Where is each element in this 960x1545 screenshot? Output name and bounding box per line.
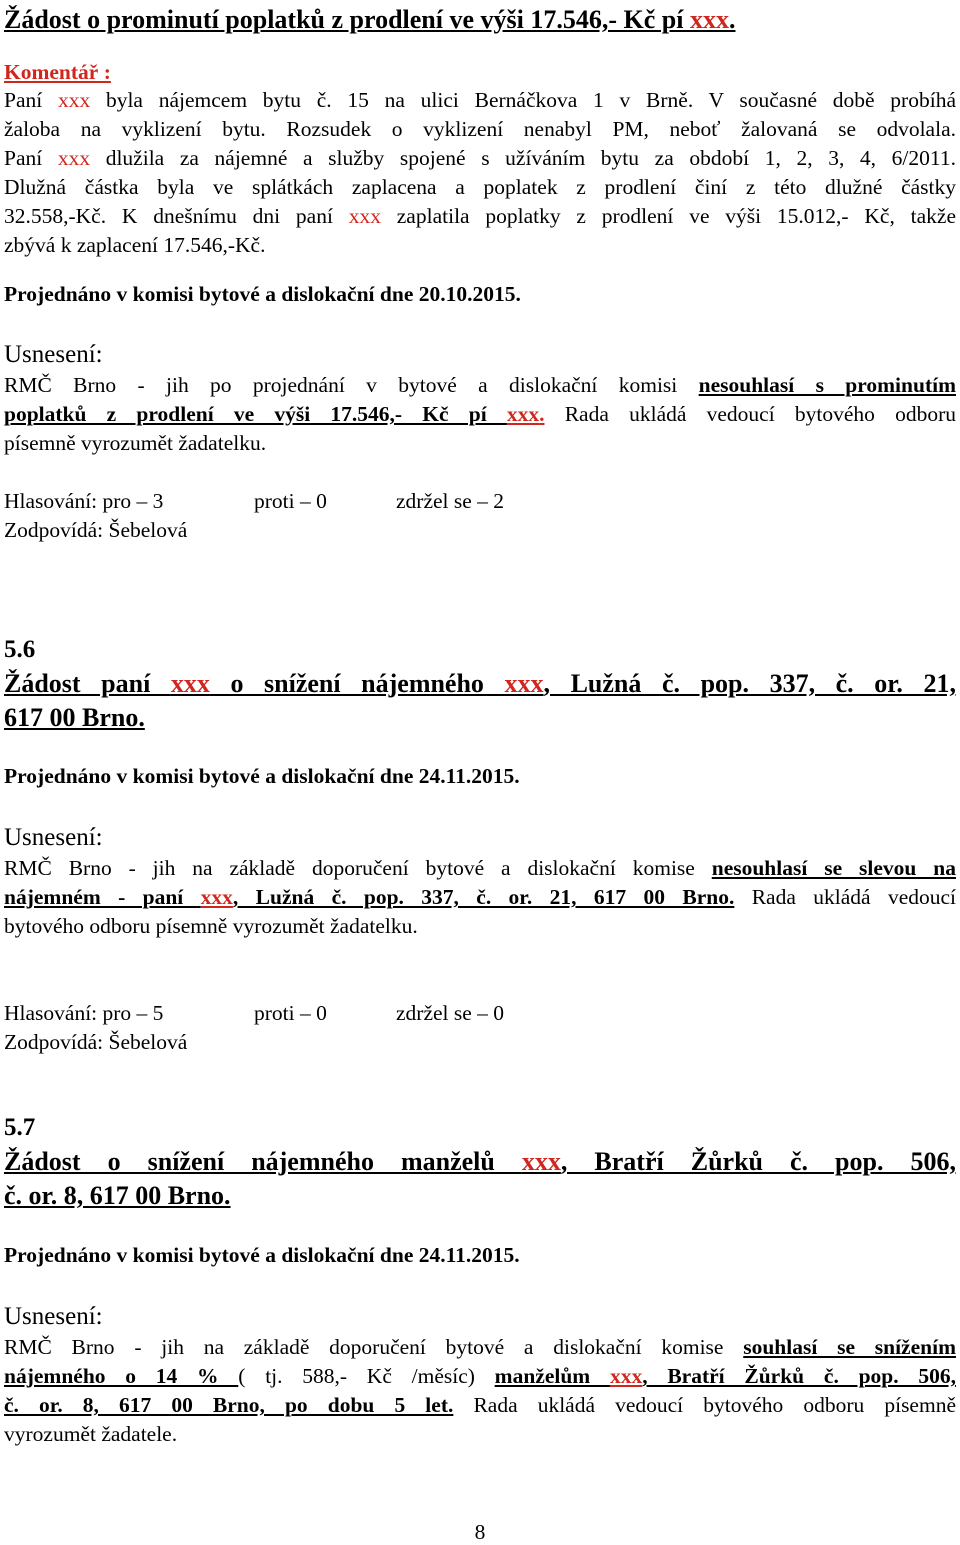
resolution-line-3: bytového odboru písemně vyrozumět žadatelku. [4,914,418,938]
discussed-note: Projednáno v komisi bytové a dislokační dne 24.11.2015. [4,764,520,788]
discussed-note: Projednáno v komisi bytové a dislokační dne 24.11.2015. [4,1243,520,1267]
redacted-name: xxx [521,1147,561,1176]
redacted-name: xxx [57,88,91,112]
discussed-note: Projednáno v komisi bytové a dislokační dne 20.10.2015. [4,282,521,306]
section-title-line-2: 617 00 Brno. [4,703,145,732]
request-title [4,4,956,36]
resolution-label: Usnesení: [4,824,103,851]
comment-line-3: Paní xxx dlužila za nájemné a služby spojené s užíváním bytu za období 1, 2, 3, 4, 6/2011. [4,146,956,170]
resolution-line-2: poplatků z prodlení ve výši 17.546,- Kč pí xxx. Rada ukládá vedoucí bytového odboru [4,402,956,426]
request-title-end: . [728,5,736,34]
redacted-name: xxx [609,1364,643,1388]
redacted-name: xxx [200,885,233,909]
resolution-line-3: č. or. 8, 617 00 Brno, po dobu 5 let. Rada ukládá vedoucí bytového odboru písemně [4,1393,956,1417]
resolution-label: Usnesení: [4,1303,103,1330]
responsible-person: Zodpovídá: Šebelová [4,1030,188,1054]
resolution-line-1: RMČ Brno - jih na základě doporučení bytové a dislokační komise nesouhlasí se slevou na [4,856,956,880]
redacted-name: xxx [170,669,210,698]
redacted-name: xxx [506,402,540,426]
redacted-name: xxx [504,669,544,698]
section-title-line-1: Žádost paní xxx o snížení nájemného xxx, Lužná č. pop. 337, č. or. 21, [4,669,956,698]
page-number: 8 [474,1520,486,1544]
request-title-text: Žádost o prominutí poplatků z prodlení ve výši 17.546,- Kč pí [4,5,690,34]
redacted-name: xxx [348,204,381,228]
resolution-line-1: RMČ Brno - jih po projednání v bytové a dislokační komisi nesouhlasí s prominutím [4,373,956,397]
vote-against: proti – 0 [254,1001,327,1025]
resolution-line-1: RMČ Brno - jih na základě doporučení bytové a dislokační komise souhlasí se snížením [4,1335,956,1359]
vote-abstain: zdržel se – 2 [396,489,505,513]
vote-abstain: zdržel se – 0 [396,1001,505,1025]
vote-against: proti – 0 [254,489,327,513]
resolution-line-4: vyrozumět žadatele. [4,1422,178,1446]
comment-line-1: Paní xxx byla nájemcem bytu č. 15 na ulici Bernáčkova 1 v Brně. V současné době probíhá [4,88,956,112]
section-number: 5.7 [4,1114,36,1141]
resolution-line-2: nájemném - paní xxx, Lužná č. pop. 337, č. or. 21, 617 00 Brno. Rada ukládá vedoucí [4,885,957,909]
comment-line-6: zbývá k zaplacení 17.546,-Kč. [4,233,266,257]
resolution-line-2: nájemného o 14 % ( tj. 588,- Kč /měsíc) manželům xxx, Bratří Žůrků č. pop. 506, [4,1364,956,1388]
vote-result [4,999,956,1028]
section-number: 5.6 [4,636,36,663]
comment-line-2: žaloba na vyklizení bytu. Rozsudek o vyklizení nenabyl PM, neboť žalovaná se odvolala. [4,117,956,141]
vote-for: Hlasování: pro – 5 [4,1001,164,1025]
responsible-person: Zodpovídá: Šebelová [4,518,188,542]
section-title-line-1: Žádost o snížení nájemného manželů xxx, Bratří Žůrků č. pop. 506, [4,1147,956,1176]
comment-line-4: Dlužná částka byla ve splátkách zaplacena a poplatek z prodlení činí z této dlužné částky [4,175,956,199]
vote-result [4,487,956,516]
redacted-name: xxx [689,5,729,34]
vote-for: Hlasování: pro – 3 [4,489,164,513]
section-title-line-2: č. or. 8, 617 00 Brno. [4,1181,231,1210]
resolution-line-3: písemně vyrozumět žadatelku. [4,431,267,455]
resolution-label: Usnesení: [4,341,103,368]
comment-line-5: 32.558,-Kč. K dnešnímu dni paní xxx zaplatila poplatky z prodlení ve výši 15.012,- Kč, takže [4,204,956,228]
comment-label: Komentář : [4,60,111,84]
redacted-name: xxx [57,146,91,170]
